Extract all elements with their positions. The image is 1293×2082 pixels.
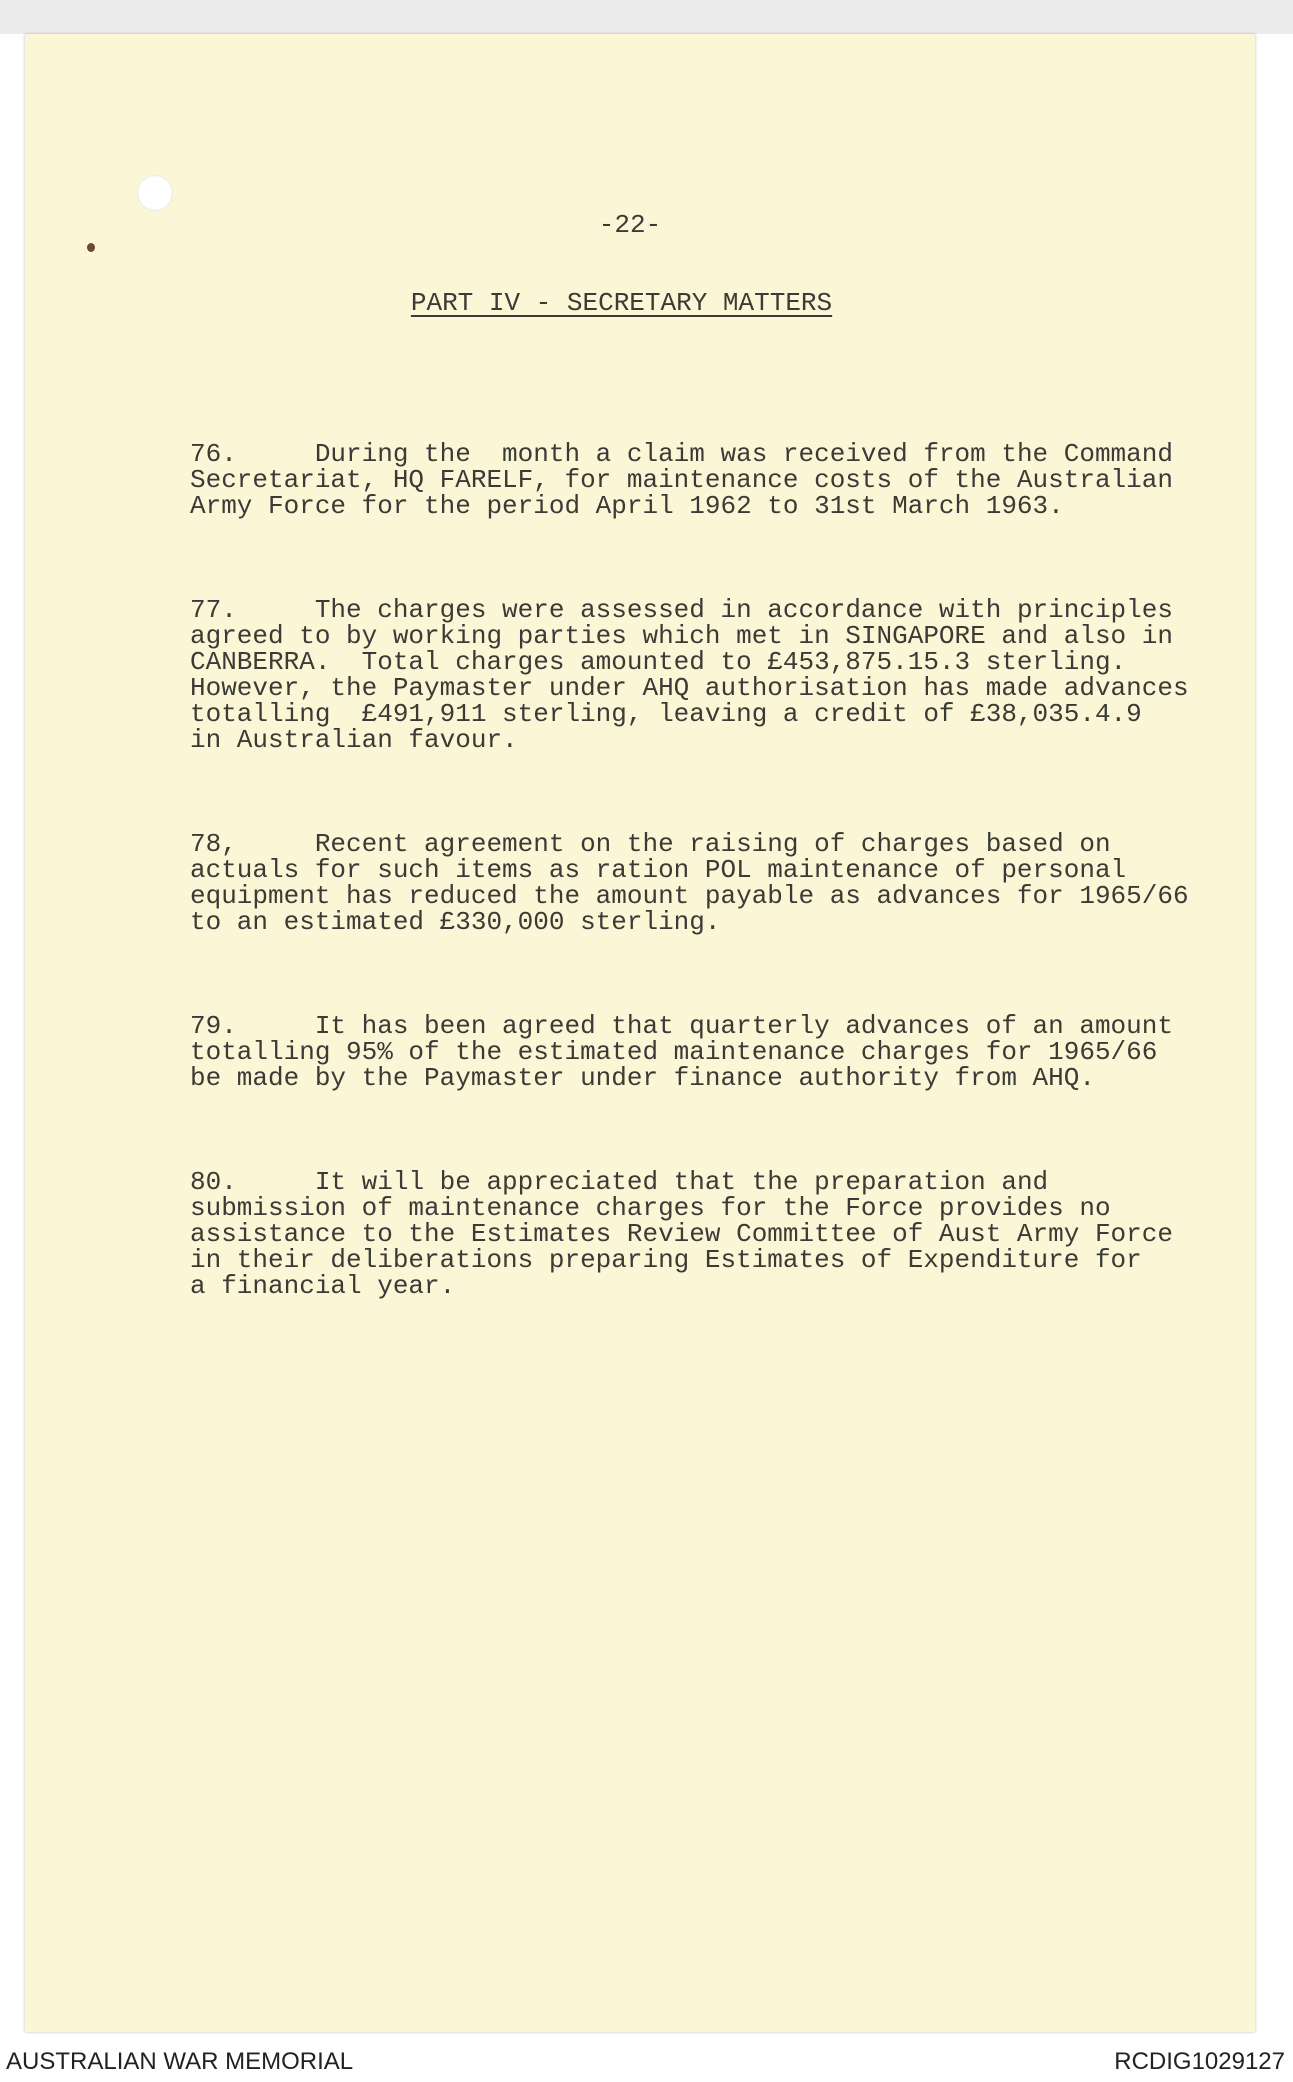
footer-institution: AUSTRALIAN WAR MEMORIAL	[6, 2048, 354, 2075]
footer-record-id: RCDIG1029127	[1114, 2048, 1285, 2075]
stain-mark	[87, 243, 95, 252]
paragraph-80	[190, 1169, 1189, 1299]
paragraph-text: It will be appreciated that the preparation and submission of maintenance charges for the Force provides no assistance to the Estimates Review Committee of Aust Army Force in their deliberations preparing Estimates of Expenditure for a financial year.	[190, 1167, 1173, 1301]
document-page	[25, 34, 1255, 2032]
paragraph-number: 77.	[190, 595, 237, 625]
paragraph-number: 79.	[190, 1011, 237, 1041]
paragraph-number: 76.	[190, 439, 237, 469]
paragraph-text: The charges were assessed in accordance with principles agreed to by working parties which met in SINGAPORE and also in CANBERRA. Total charges amounted to £453,875.15.3 sterling. However, the Paymaster under AHQ authorisation has made advances totalling £491,911 sterling, leaving a credit of £38,035.4.9 in Australian favour.	[190, 595, 1189, 755]
paragraph-text: Recent agreement on the raising of charges based on actuals for such items as ration POL maintenance of personal equipment has reduced the amount payable as advances for 1965/66 to an estimated £330,000 sterling.	[190, 829, 1189, 937]
paragraph-76	[190, 441, 1189, 519]
paragraph-number: 80.	[190, 1167, 237, 1197]
top-margin	[0, 0, 1293, 34]
page-number: -22-	[598, 210, 662, 240]
section-heading-text: PART IV - SECRETARY MATTERS	[410, 288, 833, 318]
document-body	[190, 389, 1189, 1377]
paragraph-text: During the month a claim was received from the Command Secretariat, HQ FARELF, for maintenance costs of the Australian Army Force for the period April 1962 to 31st March 1963.	[190, 439, 1173, 521]
paragraph-79	[190, 1013, 1189, 1091]
paragraph-text: It has been agreed that quarterly advances of an amount totalling 95% of the estimated maintenance charges for 1965/66 be made by the Paymaster under finance authority from AHQ.	[190, 1011, 1173, 1093]
punch-hole	[137, 175, 173, 211]
paragraph-77	[190, 597, 1189, 753]
paragraph-number: 78,	[190, 829, 237, 859]
paragraph-78	[190, 831, 1189, 935]
section-heading	[25, 288, 1218, 318]
